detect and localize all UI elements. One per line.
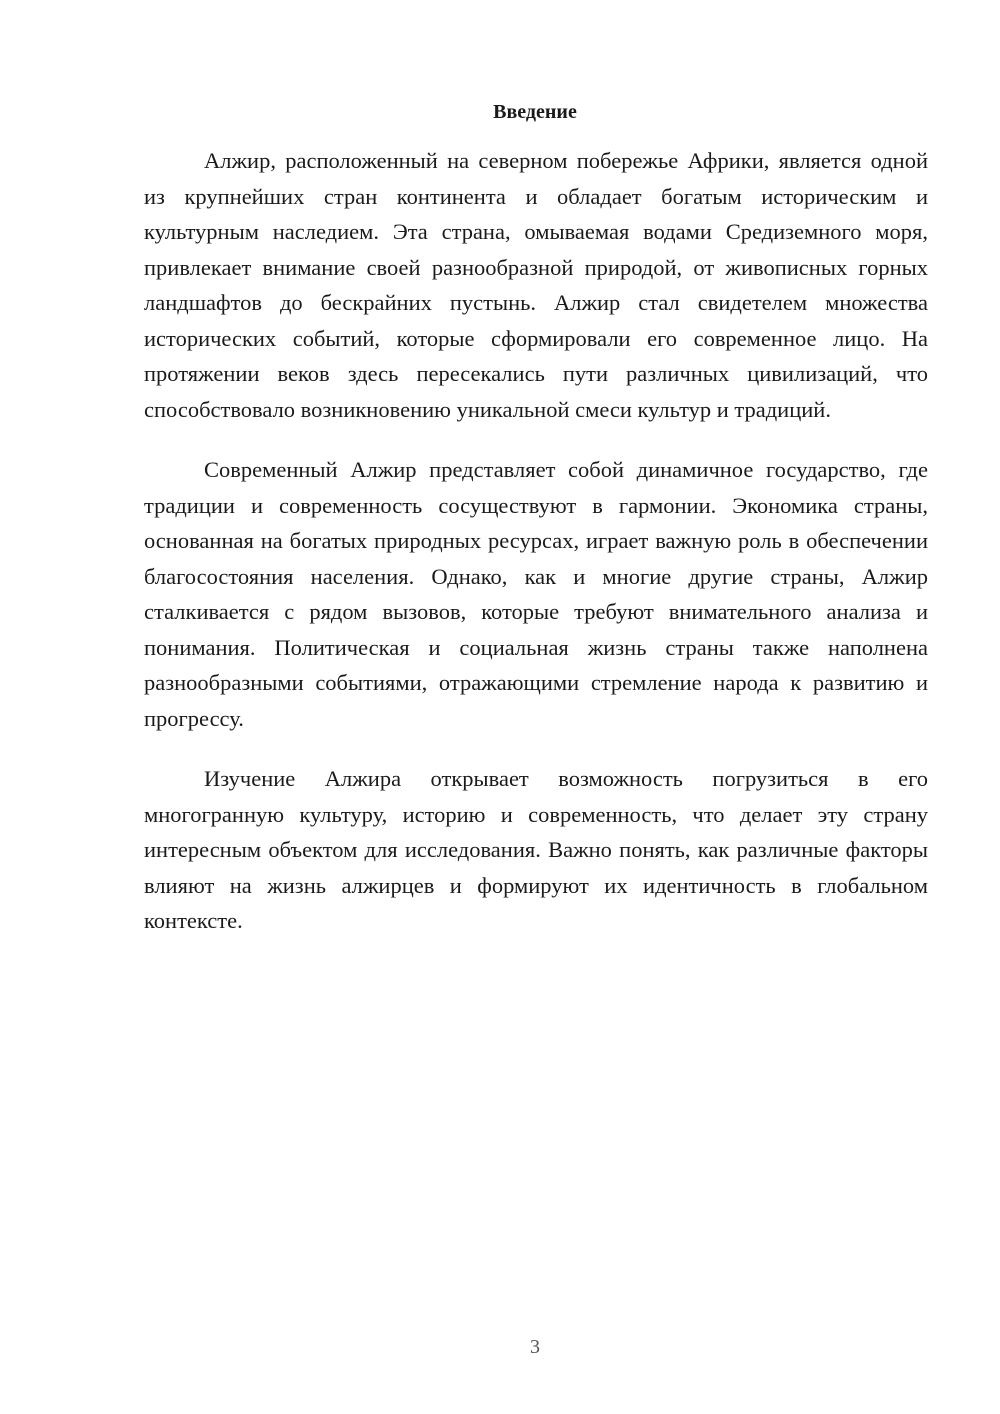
- paragraph-1: Алжир, расположенный на северном побережье Африки, является одной из крупнейших стран континента и обладает богатым историческим и культурным наследием. Эта страна, омываемая водами Средиземного моря, привлекает внимание своей разнообразной природой, от живописных горных ландшафтов до бескрайних пустынь. Алжир стал свидетелем множества исторических событий, которые сформировали его современное лицо. На протяжении веков здесь пересекались пути различных цивилизаций, что способствовало возникновению уникальной смеси культур и традиций.: [144, 148, 928, 422]
- page-number: 3: [530, 1336, 540, 1358]
- section-heading: Введение: [493, 101, 577, 123]
- paragraph-2: Современный Алжир представляет собой динамичное государство, где традиции и современность сосуществуют в гармонии. Экономика страны, основанная на богатых природных ресурсах, играет важную роль в обеспечении благосостояния населения. Однако, как и многие другие страны, Алжир сталкивается с рядом вызовов, которые требуют внимательного анализа и понимания. Политическая и социальная жизнь страны также наполнена разнообразными событиями, отражающими стремление народа к развитию и прогрессу.: [144, 457, 928, 731]
- body-text: [144, 143, 928, 964]
- paragraph-3: Изучение Алжира открывает возможность погрузиться в его многогранную культуру, историю и современность, что делает эту страну интересным объектом для исследования. Важно понять, как различные факторы влияют на жизнь алжирцев и формируют их идентичность в глобальном контексте.: [144, 766, 928, 933]
